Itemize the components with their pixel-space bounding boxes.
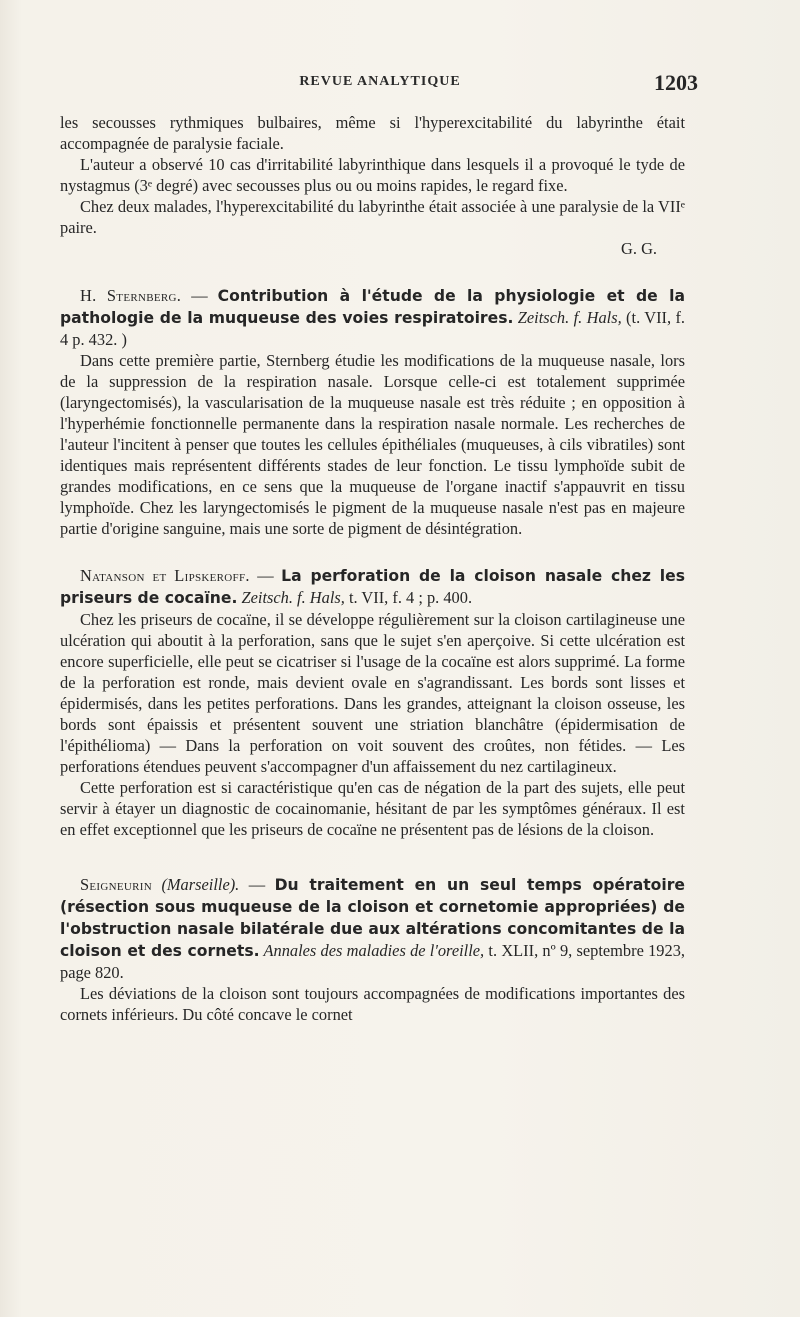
article-natanson — [60, 565, 685, 840]
intro-paragraph-3 — [60, 196, 685, 238]
heading-dash: — — [239, 875, 275, 894]
heading-dash: — — [181, 286, 218, 305]
article-heading — [60, 874, 685, 983]
article-heading — [60, 565, 685, 609]
article-paragraph: Les déviations de la cloison sont toujours accompagnées de modifications importantes des cornets inférieurs. Du côté concave le cornet — [60, 984, 685, 1024]
article-paragraph: Dans cette première partie, Sternberg étudie les modifications de la muqueuse nasale, lors de la suppression de la respiration nasale. Lorsque celle-ci est totalement supprimée (laryngectomisés), la vascularisation de la muqueuse nasale est très réduite ; en opposition à l'hyperhémie fonctionnelle permanente dans la respiration nasale normale. Les recherches de l'auteur l'incitent à penser que toutes les cellules épithéliales (muqueuses, à cils vibratiles) sont identiques mais représentent différents stades de leur fonction. Le tissu lymphoïde subit de grandes modifications, en ce sens que la muqueuse de l'organe inactif s'appauvrit en tissu lymphoïde. Chez les laryngectomisés le pigment de la muqueuse nasale n'est pas en majeure partie d'origine sanguine, mais une sorte de pigment de désintégration. — [60, 351, 685, 538]
intro-paragraph-2: L'auteur a observé 10 cas d'irritabilité labyrinthique dans lesquels il a provoqué le tyde de nystagmus (3ᵉ degré) avec secousses plus ou ou moins rapides, le regard fixe. — [60, 155, 685, 195]
article-author: H. Sternberg. — [80, 286, 182, 305]
article-heading — [60, 285, 685, 350]
intro-paragraph-1: les secousses rythmiques bulbaires, même si l'hyperexcitabilité du labyrinthe était accompagnée de paralysie faciale. — [60, 113, 685, 153]
journal-name: Zeitsch. f. Hals, — [241, 588, 345, 607]
journal-reference: t. VII, f. 4 ; p. 400. — [344, 588, 473, 607]
journal-reference: t. XLII, nº 9, septembre 1923, page 820. — [60, 941, 685, 982]
article-sternberg — [60, 285, 685, 539]
article-paragraph: Cette perforation est si caractéristique qu'en cas de négation de la part des sujets, elle peut servir à étayer un diagnostic de cocainomanie, hésitant de par les symptômes généraux. Il est en effet exceptionnel que les priseurs de cocaïne ne présentent pas de lésions de la cloison. — [60, 778, 685, 839]
article-author: Seigneurin — [80, 875, 152, 894]
page-header — [60, 70, 700, 98]
signature-line — [60, 238, 685, 259]
article-author: Natanson et Lipskeroff. — [80, 566, 250, 585]
article-title: Du traitement en un seul temps opératoire (résection sous muqueuse de la cloison et cornetomie appropriées) de l'obstruction nasale bilatérale due aux altérations concomitantes de la cloison et des cornets. — [60, 876, 685, 960]
article-title: Contribution à l'étude de la physiologie et de la pathologie de la muqueuse des voies respiratoires. — [60, 287, 685, 327]
journal-reference: (t. VII, f. 4 p. 432. ) — [60, 308, 686, 349]
article-title: La perforation de la cloison nasale chez les priseurs de cocaïne. — [60, 567, 685, 607]
intro-paragraph-3-text: Chez deux malades, l'hyperexcitabilité du labyrinthe était associée à une paralysie de la VIIᵉ paire. — [60, 197, 685, 237]
reviewer-signature: G. G. — [621, 239, 657, 258]
article-paragraph: Chez les priseurs de cocaïne, il se développe régulièrement sur la cloison cartilagineuse une ulcération qui aboutit à la perforation, sans que le sujet s'en aperçoive. Si cette ulcération est encore superficielle, elle peut se cicatriser si l'usage de la cocaïne est alors supprimé. La forme de la perforation est ronde, mais devient ovale en s'agrandissant. Les bords sont lisses et épidermisés, dans les petites perforations. Dans les grandes, atteignant la cloison osseuse, les bords sont épaissis et présentent souvent une striation blanchâtre (épidermisation de l'épithélioma) — Dans la perforation on voit souvent des croûtes, non fétides. — Les perforations étendues peuvent s'accompagner d'un affaissement du nez cartilagineux. — [60, 610, 685, 776]
heading-dash: — — [249, 566, 282, 585]
journal-name: Annales des maladies de l'oreille, — [259, 941, 485, 960]
page-number: 1203 — [654, 70, 698, 95]
running-title: REVUE ANALYTIQUE — [299, 74, 461, 89]
page-body — [60, 112, 685, 1025]
article-seigneurin — [60, 874, 685, 1025]
journal-name: Zeitsch. f. Hals, — [517, 308, 622, 327]
author-location: (Marseille). — [152, 875, 240, 894]
